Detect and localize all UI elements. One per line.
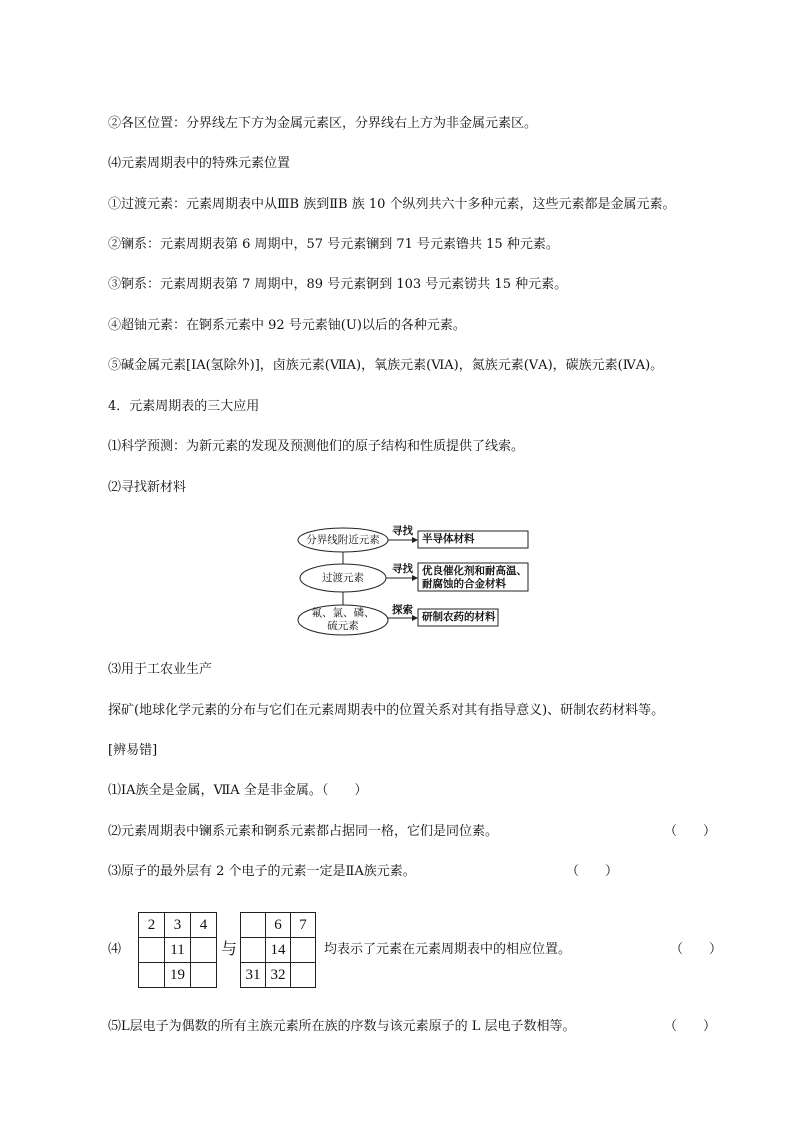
grid-row [139, 913, 217, 938]
grid-cell: 3 [165, 913, 191, 938]
element-grid-1 [138, 912, 217, 988]
question-4-answer[interactable]: （ ） [670, 942, 723, 957]
grid-cell: 19 [165, 963, 191, 988]
grid-cell [191, 963, 217, 988]
grid-cell [291, 963, 316, 988]
text-industry: ⑶用于工农业生产 [108, 662, 213, 677]
box-catalyst-2: 耐腐蚀的合金材料 [422, 578, 506, 590]
question-4-text: 均表示了元素在元素周期表中的相应位置。 [324, 942, 572, 957]
grid-row [241, 938, 316, 963]
box-catalyst-1: 优良催化剂和耐高温、 [422, 565, 527, 577]
grid-cell: 31 [241, 963, 266, 988]
arrow-label-find-1: 寻找 [392, 525, 413, 537]
text-transuranium: ④超铀元素：在锕系元素中 92 号元素铀(U)以后的各种元素。 [108, 318, 466, 333]
grid-cell: 6 [266, 913, 291, 938]
grid-row [241, 913, 316, 938]
heading-common-mistakes: [辨易错] [108, 743, 158, 758]
grid-row [139, 938, 217, 963]
text-transition-elements: ①过渡元素：元素周期表中从ⅢB 族到ⅡB 族 10 个纵列共六十多种元素，这些元素都是金属元素。 [108, 197, 676, 212]
grid-cell [139, 938, 165, 963]
question-2: ⑵元素周期表中镧系元素和锕系元素都占据同一格，它们是同位素。 [108, 824, 499, 839]
grid-cell [291, 938, 316, 963]
node-transition-elements: 过渡元素 [322, 572, 364, 584]
node-boundary-elements: 分界线附近元素 [306, 534, 380, 546]
question-4-and: 与 [221, 939, 238, 958]
arrow-label-explore: 探索 [392, 604, 413, 616]
box-semiconductor: 半导体材料 [422, 533, 475, 545]
text-new-materials: ⑵寻找新材料 [108, 480, 187, 495]
grid-cell: 4 [191, 913, 217, 938]
grid-row [241, 963, 316, 988]
grid-cell [191, 938, 217, 963]
heading-applications: 4．元素周期表的三大应用 [108, 399, 260, 414]
question-4-prefix: ⑷ [108, 942, 122, 957]
grid-cell [139, 963, 165, 988]
grid-cell: 32 [266, 963, 291, 988]
arrow-label-find-2: 寻找 [392, 563, 413, 575]
text-prediction: ⑴科学预测：为新元素的发现及预测他们的原子结构和性质提供了线索。 [108, 439, 525, 454]
question-1: ⑴ⅠA族全是金属，ⅦA 全是非金属。（ ） [108, 783, 368, 798]
question-5: ⑸L层电子为偶数的所有主族元素所在族的序数与该元素原子的 L 层电子数相等。 [108, 1019, 576, 1034]
node-nonmetal-elements-1: 氟、氯、磷、 [311, 607, 375, 619]
grid-cell: 14 [266, 938, 291, 963]
text-regions: ②各区位置：分界线左下方为金属元素区，分界线右上方为非金属元素区。 [108, 116, 538, 131]
question-3-answer[interactable]: （ ） [566, 864, 619, 879]
grid-cell: 2 [139, 913, 165, 938]
grid-cell: 11 [165, 938, 191, 963]
grid-cell [241, 913, 266, 938]
box-pesticide: 研制农药的材料 [422, 611, 496, 623]
text-prospecting: 探矿(地球化学元素的分布与它们在元素周期表中的位置关系对其有指导意义)、研制农药材料等。 [108, 703, 665, 718]
question-5-answer[interactable]: （ ） [664, 1019, 717, 1034]
heading-special-positions: ⑷元素周期表中的特殊元素位置 [108, 156, 291, 171]
question-2-answer[interactable]: （ ） [664, 824, 717, 839]
grid-cell [241, 938, 266, 963]
text-lanthanides: ②镧系：元素周期表第 6 周期中，57 号元素镧到 71 号元素镥共 15 种元素。 [108, 237, 559, 252]
text-groups: ⑤碱金属元素[ⅠA(氢除外)]，卤族元素(ⅦA)，氧族元素(ⅥA)，氮族元素(ⅤA)，碳族元素(ⅣA)。 [108, 358, 664, 373]
grid-cell: 7 [291, 913, 316, 938]
text-actinides: ③锕系：元素周期表第 7 周期中，89 号元素锕到 103 号元素铹共 15 种元素。 [108, 277, 568, 292]
question-3: ⑶原子的最外层有 2 个电子的元素一定是ⅡA族元素。 [108, 864, 416, 879]
grid-row [139, 963, 217, 988]
node-nonmetal-elements-2: 硫元素 [327, 620, 359, 632]
materials-diagram [296, 522, 536, 640]
element-grid-2 [240, 912, 316, 988]
